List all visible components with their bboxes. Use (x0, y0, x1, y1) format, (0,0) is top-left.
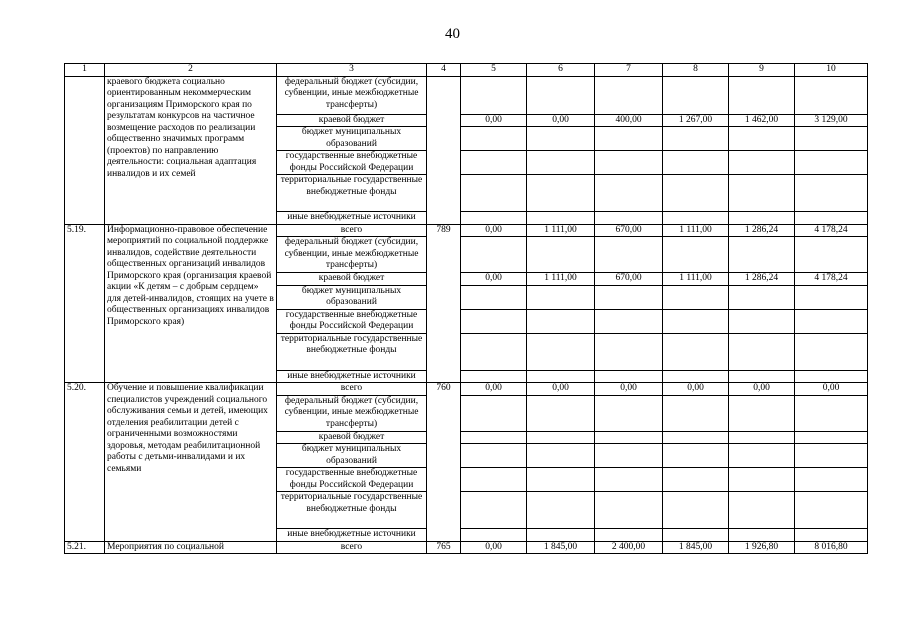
value-cell: 3 129,00 (795, 114, 868, 127)
code-cell: 765 (427, 541, 461, 554)
value-cell: 1 286,24 (729, 224, 795, 237)
value-cell: 1 111,00 (527, 273, 595, 286)
value-cell: 0,00 (461, 541, 527, 554)
source-label: государственные внебюджетные фонды Российской Федерации (277, 309, 427, 333)
value-cell: 1 111,00 (663, 224, 729, 237)
code-cell: 789 (427, 224, 461, 383)
value-cell: 0,00 (729, 383, 795, 396)
code-cell: 760 (427, 383, 461, 542)
value-cell: 400,00 (595, 114, 663, 127)
value-cell: 1 845,00 (663, 541, 729, 554)
header-cell: 6 (527, 64, 595, 77)
value-cell: 0,00 (461, 224, 527, 237)
value-cell: 0,00 (461, 383, 527, 396)
source-label: краевой бюджет (277, 273, 427, 286)
source-label: всего (277, 224, 427, 237)
source-label: краевой бюджет (277, 114, 427, 127)
row-number-cell: 5.21. (65, 541, 105, 554)
source-label: государственные внебюджетные фонды Российской Федерации (277, 468, 427, 492)
source-label: федеральный бюджет (субсидии, субвенции, иные межбюджетные трансферты) (277, 76, 427, 114)
value-cell: 1 462,00 (729, 114, 795, 127)
value-cell: 0,00 (461, 273, 527, 286)
header-cell: 7 (595, 64, 663, 77)
value-cell: 670,00 (595, 273, 663, 286)
value-cell: 1 926,80 (729, 541, 795, 554)
source-label: бюджет муниципальных образований (277, 444, 427, 468)
row-description: Обучение и повышение квалификации специалистов учреждений социального обслуживания семьи и детей, имеющих отделения реабилитации детей с ограниченными возможностями здоровья, методам реабилитационной работы с детьми-инвалидами и их семьями (105, 383, 277, 542)
source-label: всего (277, 383, 427, 396)
source-label: иные внебюджетные источники (277, 212, 427, 225)
table-row (65, 541, 868, 554)
table-row (65, 224, 868, 237)
value-cell: 8 016,80 (795, 541, 868, 554)
value-cell: 0,00 (527, 383, 595, 396)
page-number: 40 (445, 26, 460, 42)
row-description: Информационно-правовое обеспечение мероприятий по социальной поддержке инвалидов, содействие деятельности общественных организаций инвалидов Приморского края (организация краевой акции «К детям – с добрым сердцем» для детей-инвалидов, стоящих на учете в общественных организациях инвалидов Приморского края) (105, 224, 277, 383)
source-label: территориальные государственные внебюджетные фонды (277, 333, 427, 370)
source-label: государственные внебюджетные фонды Российской Федерации (277, 151, 427, 175)
value-cell: 1 111,00 (527, 224, 595, 237)
header-cell: 1 (65, 64, 105, 77)
value-cell: 0,00 (461, 114, 527, 127)
row-number-cell: 5.20. (65, 383, 105, 542)
value-cell: 2 400,00 (595, 541, 663, 554)
header-cell: 8 (663, 64, 729, 77)
row-number-cell (65, 76, 105, 224)
header-cell: 5 (461, 64, 527, 77)
header-cell: 2 (105, 64, 277, 77)
source-label: территориальные государственные внебюджетные фонды (277, 175, 427, 212)
value-cell: 4 178,24 (795, 273, 868, 286)
value-cell: 0,00 (527, 114, 595, 127)
source-label: иные внебюджетные источники (277, 370, 427, 383)
value-cell: 4 178,24 (795, 224, 868, 237)
value-cell: 0,00 (663, 383, 729, 396)
value-cell: 1 111,00 (663, 273, 729, 286)
row-description: Мероприятия по социальной (105, 541, 277, 554)
source-label: краевой бюджет (277, 431, 427, 444)
value-cell: 1 286,24 (729, 273, 795, 286)
source-label: федеральный бюджет (субсидии, субвенции, иные межбюджетные трансферты) (277, 395, 427, 431)
value-cell: 1 267,00 (663, 114, 729, 127)
value-cell: 1 845,00 (527, 541, 595, 554)
row-description: краевого бюджета социально ориентированным некоммерческим организациям Приморского края по результатам конкурсов на частичное возмещение расходов по реализации общественно значимых программ (проектов) по направлению деятельности: социальная адаптация инвалидов и их семей (105, 76, 277, 224)
source-label: бюджет муниципальных образований (277, 127, 427, 151)
source-label: бюджет муниципальных образований (277, 285, 427, 309)
row-number-cell: 5.19. (65, 224, 105, 383)
source-label: иные внебюджетные источники (277, 529, 427, 542)
code-cell (427, 76, 461, 224)
value-cell: 0,00 (795, 383, 868, 396)
value-cell: 0,00 (595, 383, 663, 396)
source-label: всего (277, 541, 427, 554)
table-row (65, 383, 868, 396)
header-cell: 9 (729, 64, 795, 77)
source-label: территориальные государственные внебюджетные фонды (277, 492, 427, 529)
header-cell: 10 (795, 64, 868, 77)
value-cell: 670,00 (595, 224, 663, 237)
table-row (65, 76, 868, 114)
budget-table (64, 63, 868, 554)
source-label: федеральный бюджет (субсидии, субвенции, иные межбюджетные трансферты) (277, 237, 427, 273)
header-cell: 3 (277, 64, 427, 77)
header-cell: 4 (427, 64, 461, 77)
header-row (65, 64, 868, 77)
